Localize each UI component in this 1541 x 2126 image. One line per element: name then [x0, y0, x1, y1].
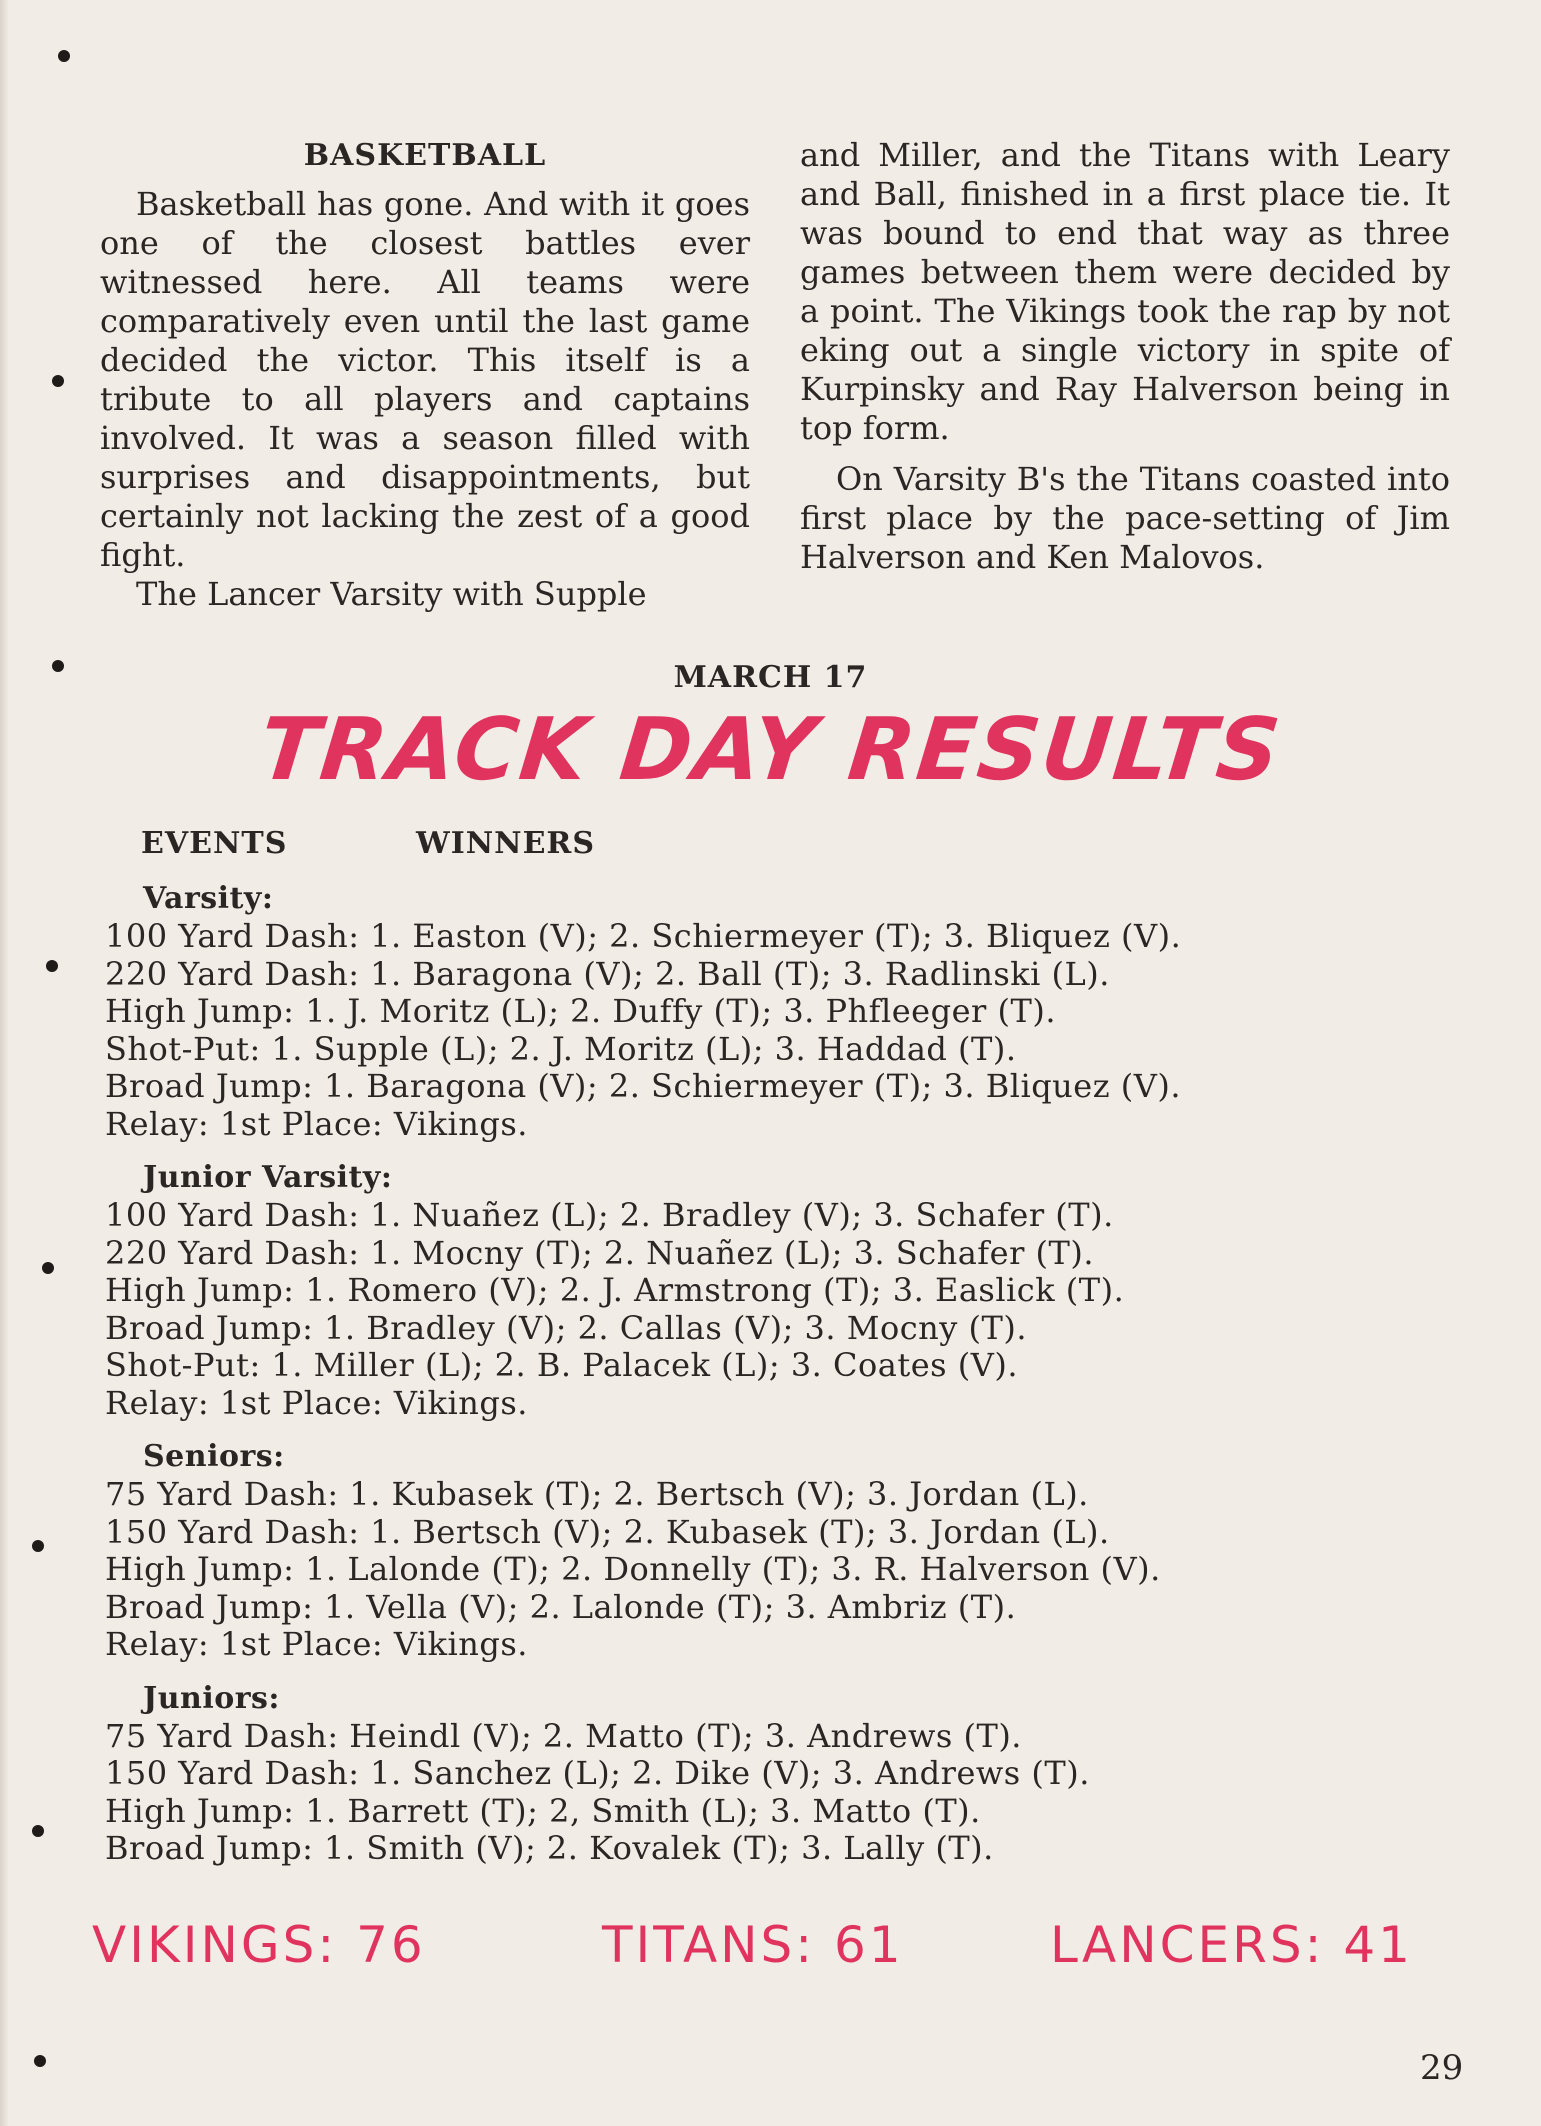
result-line: 150 Yard Dash: 1. Sanchez (L); 2. Dike (V); 3. Andrews (T).: [105, 1754, 1090, 1792]
results-group-varsity: [105, 880, 1405, 1143]
basketball-paragraph: On Varsity B's the Titans coasted into first place by the pace-setting of Jim Halverson and Ken Malovos.: [800, 460, 1450, 576]
track-date: MARCH 17: [673, 660, 868, 695]
result-line: 100 Yard Dash: 1. Easton (V); 2. Schiermeyer (T); 3. Bliquez (V).: [105, 917, 1182, 955]
result-line: High Jump: 1. Romero (V); 2. J. Armstrong (T); 3. Easlick (T).: [105, 1271, 1125, 1309]
result-line: High Jump: 1. Lalonde (T); 2. Donnelly (T); 3. R. Halverson (V).: [105, 1550, 1161, 1588]
titans-total: TITANS: 61: [602, 1916, 904, 1974]
events-column-header: EVENTS: [141, 826, 288, 861]
basketball-paragraph: Basketball has gone. And with it goes one of the closest battles ever witnessed here. All teams were comparatively even until the last game decided the victor. This itself is a tribute to all players and captains involved. It was a season filled with surprises and disappointments, but certainly not lacking the zest of a good fight.: [100, 185, 750, 574]
results-group-seniors: [105, 1438, 1405, 1664]
result-line: 220 Yard Dash: 1. Mocny (T); 2. Nuañez (L); 3. Schafer (T).: [105, 1233, 1095, 1272]
basketball-left-column: [100, 138, 750, 614]
result-line: Shot-Put: 1. Miller (L); 2. B. Palacek (L); 3. Coates (V).: [105, 1346, 1018, 1384]
basketball-paragraph: The Lancer Varsity with Supple: [136, 575, 647, 613]
result-line: High Jump: 1. Barrett (T); 2, Smith (L); 3. Matto (T).: [105, 1791, 981, 1830]
punch-hole: [52, 375, 64, 387]
track-title: TRACK DAY RESULTS: [254, 700, 1287, 800]
group-label: Varsity:: [143, 881, 274, 916]
result-line: Relay: 1st Place: Vikings.: [105, 1104, 528, 1143]
group-label: Seniors:: [143, 1439, 285, 1474]
result-line: 150 Yard Dash: 1. Bertsch (V); 2. Kubasek (T); 3. Jordan (L).: [105, 1512, 1110, 1551]
result-line: Relay: 1st Place: Vikings.: [105, 1383, 528, 1422]
result-line: Broad Jump: 1. Baragona (V); 2. Schiermeyer (T); 3. Bliquez (V).: [105, 1067, 1181, 1105]
punch-hole: [34, 2055, 46, 2067]
page-number: 29: [1420, 2048, 1464, 2088]
punch-hole: [32, 1540, 44, 1552]
results-group-juniors: [105, 1680, 1405, 1868]
result-line: Broad Jump: 1. Vella (V); 2. Lalonde (T); 3. Ambriz (T).: [105, 1587, 1017, 1626]
punch-hole: [42, 1262, 54, 1274]
group-label: Juniors:: [143, 1680, 280, 1716]
basketball-right-column: [800, 136, 1450, 577]
result-line: 100 Yard Dash: 1. Nuañez (L); 2. Bradley (V); 3. Schafer (T).: [105, 1196, 1114, 1234]
punch-hole: [46, 960, 58, 972]
lancers-total: LANCERS: 41: [1050, 1916, 1413, 1974]
binding-edge: [0, 0, 8, 2126]
group-label: Junior Varsity:: [143, 1160, 393, 1195]
punch-hole: [32, 1825, 44, 1837]
basketball-paragraph: and Miller, and the Titans with Leary and Ball, finished in a first place tie. It was bound to end that way as three games between them were decided by a point. The Vikings took the rap by not eking out a single victory in spite of Kurpinsky and Ray Halverson being in top form.: [800, 136, 1450, 447]
result-line: Shot-Put: 1. Supple (L); 2. J. Moritz (L); 3. Haddad (T).: [105, 1029, 1017, 1068]
result-line: 75 Yard Dash: Heindl (V); 2. Matto (T); 3. Andrews (T).: [105, 1716, 1022, 1755]
winners-column-header: WINNERS: [416, 826, 596, 861]
result-line: High Jump: 1. J. Moritz (L); 2. Duffy (T); 3. Phfleeger (T).: [105, 992, 1056, 1030]
punch-hole: [58, 50, 70, 62]
result-line: 220 Yard Dash: 1. Baragona (V); 2. Ball (T); 3. Radlinski (L).: [105, 954, 1110, 993]
vikings-total: VIKINGS: 76: [92, 1916, 426, 1974]
track-results: [105, 880, 1405, 1884]
result-line: Relay: 1st Place: Vikings.: [105, 1625, 528, 1663]
result-line: Broad Jump: 1. Bradley (V); 2. Callas (V); 3. Mocny (T).: [105, 1308, 1027, 1347]
result-line: 75 Yard Dash: 1. Kubasek (T); 2. Bertsch (V); 3. Jordan (L).: [105, 1475, 1089, 1513]
results-group-junior-varsity: [105, 1159, 1405, 1422]
result-line: Broad Jump: 1. Smith (V); 2. Kovalek (T); 3. Lally (T).: [105, 1829, 994, 1867]
basketball-heading: BASKETBALL: [303, 138, 547, 173]
